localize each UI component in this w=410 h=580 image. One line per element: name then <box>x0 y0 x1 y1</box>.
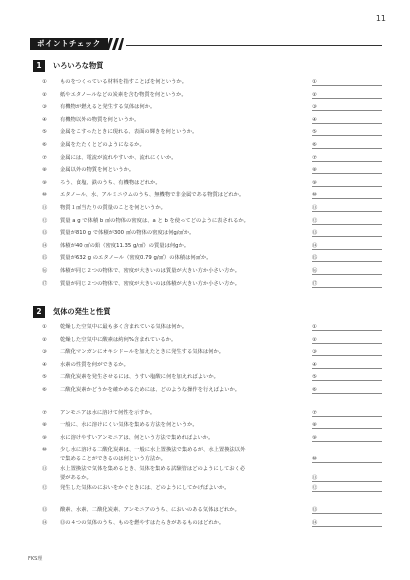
section-header <box>30 38 382 50</box>
question-number: ② <box>42 336 47 343</box>
answer-label: ⑤ <box>312 374 317 380</box>
question-number: ⑭ <box>42 242 48 249</box>
answer-blank[interactable] <box>312 98 382 99</box>
question-text-continued: 要があるか。 <box>60 475 92 481</box>
answer-label: ⑨ <box>312 434 317 441</box>
question-number: ⑧ <box>42 422 47 428</box>
answer-label: ③ <box>312 104 317 111</box>
question-number: ⑦ <box>42 409 47 416</box>
question-text: 水上置換法で気体を集めるとき、気体を集める試験管はどのようにしておく必 <box>60 466 246 472</box>
question-text: 二酸化炭素を発生させるには、うすい塩酸に何を加えればよいか。 <box>60 374 219 380</box>
question-number: ⑰ <box>42 280 48 287</box>
answer-label: ④ <box>312 361 317 368</box>
answer-blank[interactable] <box>312 428 382 429</box>
question-text: ものをつくっている材料を指すことばを何というか。 <box>60 79 188 85</box>
question-number: ① <box>42 324 47 330</box>
answer-blank[interactable] <box>312 343 382 344</box>
answer-blank[interactable] <box>312 491 382 492</box>
question-text: 酸素、水素、二酸化炭素、アンモニアのうち、においのある気体はどれか。 <box>60 507 240 513</box>
answer-blank[interactable] <box>312 123 382 124</box>
page-number: 11 <box>375 14 386 23</box>
question-number: ⑤ <box>42 374 47 380</box>
question-text: 乾燥した空気中に酸素は約何%含まれているか。 <box>60 336 177 343</box>
answer-blank[interactable] <box>312 110 382 111</box>
question-text: ⑬の４つの気体のうち、ものを燃やすはたらきがあるものはどれか。 <box>60 519 225 526</box>
question-text: 質量が同じ２つの物体で、密度が大きいのは体積が大きい方か小さい方か。 <box>60 280 240 287</box>
question-number: ④ <box>42 116 47 123</box>
question-text: エタノール、水、アルミニウムのうち、無機物で非金属である物質はどれか。 <box>60 192 245 199</box>
question-text: 物質１㎤当たりの質量のことを何というか。 <box>60 205 166 211</box>
header-rule <box>126 45 382 46</box>
answer-label: ⑥ <box>312 142 317 148</box>
question-number: ⑦ <box>42 154 47 161</box>
question-text: 質量が632 g のエタノール（密度0.79 g/㎤）の体積は何㎤か。 <box>60 255 212 262</box>
question-number: ⑥ <box>42 142 47 148</box>
answer-label: ⑫ <box>312 217 318 224</box>
answer-label: ⑭ <box>312 519 318 526</box>
answer-blank[interactable] <box>312 198 382 199</box>
answer-blank[interactable] <box>312 249 382 250</box>
question-number: ③ <box>42 104 47 111</box>
question-text: 有機物が燃えると発生する気体は何か。 <box>60 104 156 111</box>
question-text: 有機物以外の物質を何というか。 <box>60 116 140 123</box>
question-number: ⑪ <box>42 466 48 472</box>
answer-label: ⑪ <box>312 205 318 211</box>
question-number: ⑤ <box>42 129 47 136</box>
question-text-continued: で集めることができるのは何という方法か。 <box>60 456 166 462</box>
answer-blank[interactable] <box>312 135 382 136</box>
answer-label: ④ <box>312 116 317 123</box>
question-number: ⑥ <box>42 386 47 393</box>
section-number: 2 <box>33 306 45 318</box>
point-check-badge: ポイントチェック <box>30 38 108 50</box>
answer-label: ⑬ <box>312 230 318 237</box>
answer-blank[interactable] <box>312 462 382 463</box>
answer-label: ⑤ <box>312 129 317 136</box>
question-text: 金属以外の物質を何というか。 <box>60 167 135 174</box>
answer-blank[interactable] <box>312 287 382 288</box>
answer-blank[interactable] <box>312 261 382 262</box>
question-number: ⑬ <box>42 507 48 513</box>
question-number: ⑯ <box>42 268 48 274</box>
answer-label: ⑩ <box>312 456 317 462</box>
answer-blank[interactable] <box>312 186 382 187</box>
answer-blank[interactable] <box>312 380 382 381</box>
answer-blank[interactable] <box>312 161 382 162</box>
answer-blank[interactable] <box>312 368 382 369</box>
section-number: 1 <box>33 60 45 72</box>
footer-code: FKS理 <box>28 556 43 562</box>
question-text: 水に溶けやすいアンモニアは、何という方法で集めればよいか。 <box>60 434 214 441</box>
question-text: 少し水に溶ける二酸化炭素は、一般に水上置換法で集めるが、水上置換法以外 <box>60 447 246 453</box>
question-text: 乾燥した空気中に最も多く含まれている気体は何か。 <box>60 324 188 330</box>
question-text: 金属をたたくとどのようになるか。 <box>60 142 145 148</box>
question-number: ⑭ <box>42 519 48 526</box>
answer-blank[interactable] <box>312 173 382 174</box>
answer-label: ⑩ <box>312 192 317 199</box>
slash-decoration-icon <box>102 38 124 50</box>
question-text: 質量が810 g で体積が300 ㎤の物体の密度は何g/㎤か。 <box>60 230 195 237</box>
answer-blank[interactable] <box>312 274 382 275</box>
answer-blank[interactable] <box>312 148 382 149</box>
question-text: 体積が40 ㎤の鉛（密度11.35 g/㎤）の質量は何gか。 <box>60 242 190 249</box>
question-text: 質量 a g で体積 b ㎤の物体の密度は、a と b を使ってどのように表されるか。 <box>60 217 249 224</box>
question-number: ⑮ <box>42 255 48 262</box>
answer-label: ⑮ <box>312 255 318 262</box>
answer-blank[interactable] <box>312 355 382 356</box>
answer-label: ① <box>312 324 317 330</box>
question-number: ⑩ <box>42 192 47 199</box>
answer-label: ⑬ <box>312 507 318 513</box>
answer-blank[interactable] <box>312 513 382 514</box>
question-text: 金属には、電流が流れやすいか、流れにくいか。 <box>60 154 177 161</box>
answer-label: ⑥ <box>312 386 317 393</box>
section-1-heading <box>33 60 103 72</box>
answer-label: ⑦ <box>312 409 317 416</box>
answer-blank[interactable] <box>312 441 382 442</box>
answer-blank[interactable] <box>312 481 382 482</box>
question-number: ② <box>42 91 47 98</box>
question-text: 二酸化マンガンにオキシドールを加えたときに発生する気体は何か。 <box>60 349 225 355</box>
answer-label: ⑫ <box>312 485 318 491</box>
question-number: ⑧ <box>42 167 47 174</box>
question-number: ④ <box>42 361 47 368</box>
question-text: 金属をこすったときに現れる、表面の輝きを何というか。 <box>60 129 198 136</box>
answer-label: ⑦ <box>312 154 317 161</box>
question-text: 二酸化炭素かどうかを確かめるためには、どのような操作を行えばよいか。 <box>60 386 241 393</box>
answer-label: ⑪ <box>312 475 318 481</box>
answer-label: ⑭ <box>312 242 318 249</box>
question-text: 水素の性質を何ができるか。 <box>60 361 129 368</box>
answer-blank[interactable] <box>312 526 382 527</box>
question-text: アンモニアは水に溶けて何性を示すか。 <box>60 409 156 416</box>
question-text: ろう、食塩、鉄のうち、有機物はどれか。 <box>60 179 161 186</box>
answer-label: ② <box>312 91 317 98</box>
answer-blank[interactable] <box>312 236 382 237</box>
answer-blank[interactable] <box>312 416 382 417</box>
answer-blank[interactable] <box>312 330 382 331</box>
question-number: ③ <box>42 349 47 355</box>
question-number: ⑫ <box>42 217 48 224</box>
question-text: 発生した気体のにおいをかぐときには、どのようにしてかげばよいか。 <box>60 485 230 491</box>
question-number: ⑨ <box>42 179 47 186</box>
question-text: 体積が同じ２つの物体で、密度が大きいのは質量が大きい方か小さい方か。 <box>60 268 240 274</box>
section-2-heading <box>33 306 111 318</box>
section-title: 気体の発生と性質 <box>53 307 111 316</box>
question-number: ⑫ <box>42 485 48 491</box>
answer-label: ① <box>312 79 317 85</box>
answer-blank[interactable] <box>312 211 382 212</box>
question-text: 一般に、水に溶けにくい気体を集める方法を何というか。 <box>60 422 198 428</box>
answer-label: ② <box>312 336 317 343</box>
question-number: ⑪ <box>42 205 48 211</box>
answer-label: ③ <box>312 349 317 355</box>
answer-label: ⑧ <box>312 422 317 428</box>
answer-blank[interactable] <box>312 393 382 394</box>
answer-label: ⑯ <box>312 268 318 274</box>
question-number: ⑨ <box>42 434 47 441</box>
answer-label: ⑰ <box>312 280 318 287</box>
answer-blank[interactable] <box>312 224 382 225</box>
section-title: いろいろな物質 <box>53 61 104 70</box>
question-number: ① <box>42 79 47 85</box>
answer-label: ⑧ <box>312 167 317 174</box>
answer-label: ⑨ <box>312 179 317 186</box>
answer-blank[interactable] <box>312 85 382 86</box>
question-number: ⑬ <box>42 230 48 237</box>
question-text: 紙やエタノールなどの炭素を含む物質を何というか。 <box>60 91 187 98</box>
question-number: ⑩ <box>42 447 47 453</box>
